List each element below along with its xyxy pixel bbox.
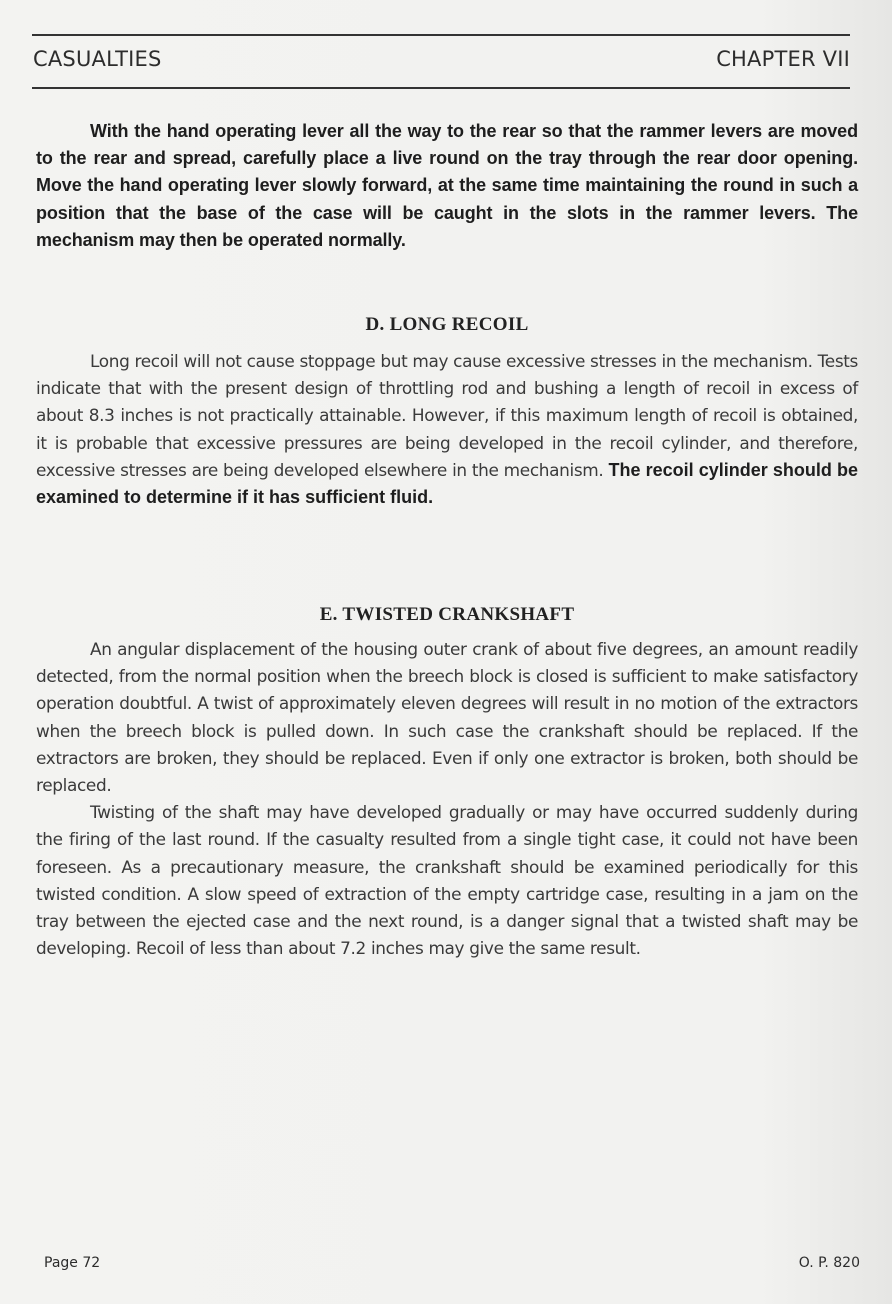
publication-number: O. P. 820 xyxy=(798,1255,860,1271)
section-paragraph xyxy=(36,348,858,511)
section-heading: D. LONG RECOIL xyxy=(365,314,529,335)
section-paragraph: An angular displacement of the housing outer crank of about five degrees, an amount readily detected, from the normal position when the breech block is closed is sufficient to make satisfactory operation doubtful. A twist of approximately eleven degrees will result in no motion of the extractors when the breech block is pulled down. In such case the crankshaft should be replaced. If the extractors are broken, they should be replaced. Even if only one extractor is broken, both should be replaced. xyxy=(36,639,858,796)
header-rule-bottom xyxy=(32,87,850,89)
paragraph-text: Long recoil will not cause stoppage but may cause excessive stresses in the mechanism. Tests indicate that with the present design of throttling rod and bushing a length of recoil in excess of about 8.3 inches is not practically attainable. However, if this maximum length of recoil is obtained, it is probable that excessive pressures are being developed in the recoil cylinder, and therefore, excessive stresses are being developed elsewhere in the mechanism. xyxy=(36,351,858,480)
header-rule-top xyxy=(32,34,850,36)
section-paragraph: Twisting of the shaft may have developed gradually or may have occurred suddenly during the firing of the last round. If the casualty resulted from a single tight case, it could not have been foreseen. As a precautionary measure, the crankshaft should be examined periodically for this twisted condition. A slow speed of extraction of the empty cartridge case, resulting in a jam on the tray between the ejected case and the next round, is a danger signal that a twisted shaft may be developing. Recoil of less than about 7.2 inches may give the same result. xyxy=(36,802,858,959)
running-head xyxy=(33,47,850,71)
section-heading: E. TWISTED CRANKSHAFT xyxy=(319,604,575,625)
page-number: Page 72 xyxy=(44,1255,101,1271)
page-footer xyxy=(44,1255,860,1271)
intro-block xyxy=(36,118,858,254)
section-title: CASUALTIES xyxy=(33,47,162,71)
section-twisted-crankshaft xyxy=(36,604,858,962)
intro-paragraph: With the hand operating lever all the way to the rear so that the rammer levers are moved to the rear and spread, carefully place a live round on the tray through the rear door opening. Move the hand operating lever slowly forward, at the same time maintaining the round in such a position that the base of the case will be caught in the slots in the rammer levers. The mechanism may then be operated normally. xyxy=(36,121,858,250)
chapter-label: CHAPTER VII xyxy=(716,47,850,71)
bold-instruction: The recoil cylinder should be examined to determine if it has sufficient fluid. xyxy=(36,459,858,508)
section-long-recoil xyxy=(36,314,858,511)
